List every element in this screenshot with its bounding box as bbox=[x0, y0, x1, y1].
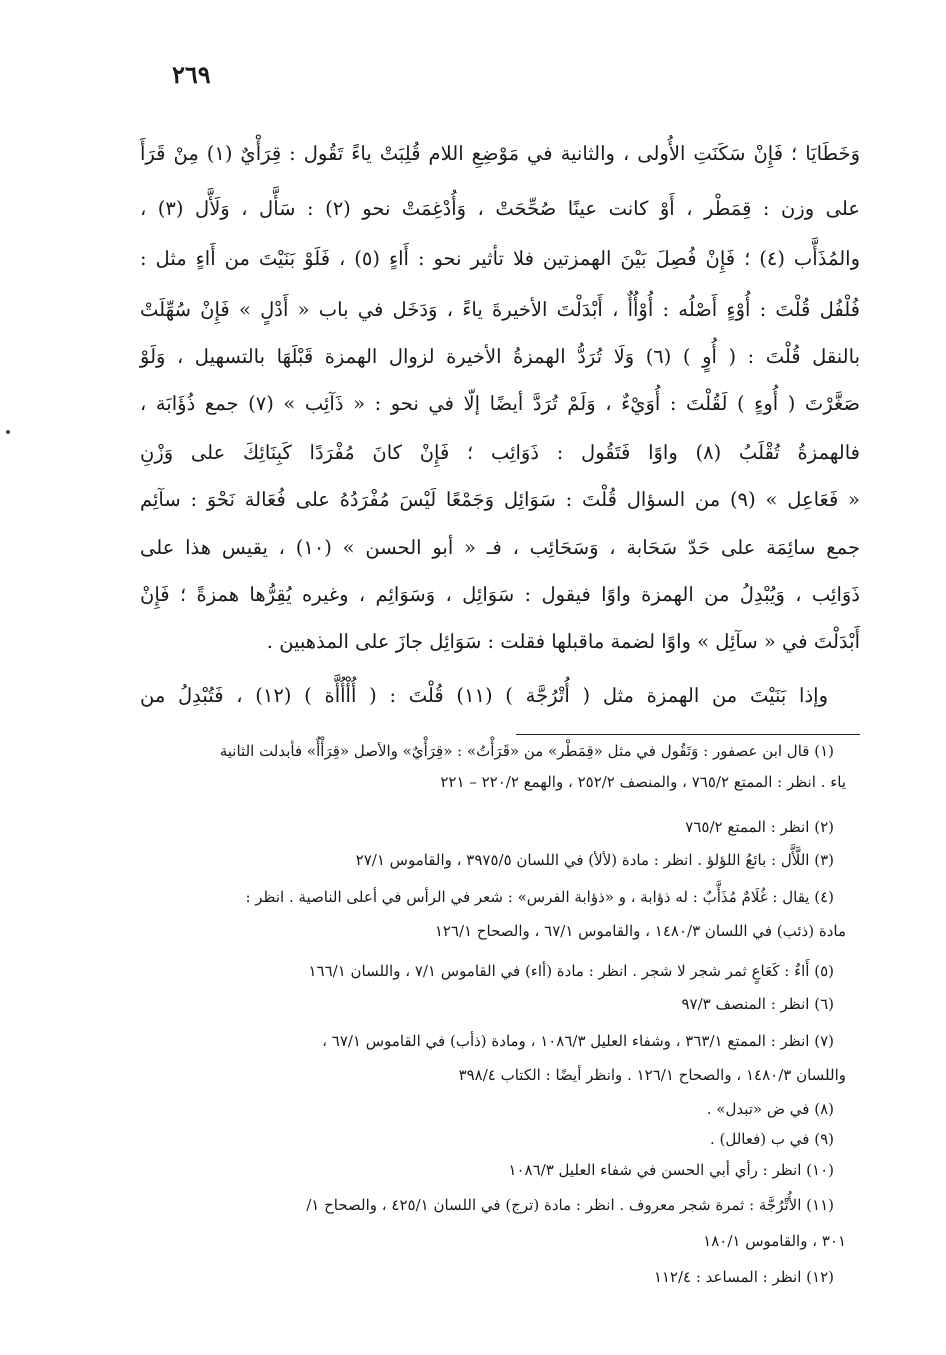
footnote-separator bbox=[516, 734, 860, 735]
footnote-line: مادة (ذئب) في اللسان ١٤٨٠/٣ ، والقاموس ٦٧/١ ، والصحاح ١٢٦/١ bbox=[434, 922, 846, 940]
text-line: وإذا بَنَيْتَ من الهمزة مثل ( أُتْرُجَّة ) (١١) قُلْتَ : ( أُأْأُأَّة ) (١٢) ، فَتُبْدِلُ من bbox=[140, 684, 828, 707]
footnote-line: (٦) انظر : المنصف ٩٧/٣ bbox=[681, 995, 834, 1013]
text-line: جمع سائِمَة على حَدّ سَحَابة ، وَسَحَائِب ، فـ « أبو الحسن » (١٠) ، يقيس هذا على bbox=[140, 536, 860, 559]
text-line: والمُذَأَّب (٤) ؛ فَإِنْ فُصِلَ بَيْنَ الهمزتين فلا تأثير نحو : أَاءٍ (٥) ، فَلَوْ بَنَيْتَ من أَاءٍ مثل : bbox=[140, 247, 860, 270]
text-line: صَغَّرْتَ ( أُوءٍ ) لَقُلْتَ : أُوَيْءٌ ، وَلَمْ تُرَدَّ أيضًا إلّا في نحو : « ذَآئِب » (٧) جمع ذُؤَابَة ، bbox=[140, 392, 860, 415]
text-line: فالهمزةُ تُقْلَبُ (٨) واوًا فَتَقُول : ذَوَائِب ؛ فَإِنْ كانَ مُفْرَدًا كَبِنَائِكَ على وَزْنِ bbox=[140, 441, 860, 464]
text-line: وَخَطَايَا ؛ فَإِنْ سَكَنَتِ الأُولى ، والثانية في مَوْضِعِ اللام قُلِبَتْ ياءً تَقُول : قِرَأْيٌ (١) مِنْ قَرَأَ bbox=[140, 142, 860, 165]
footnote-line: (٥) أَاءٌ : كَعَاعٍ ثمر شجر لا شجر . انظر : مادة (أاء) في القاموس ٧/١ ، واللسان ١٦٦/١ bbox=[308, 962, 834, 980]
footnote-line: ٣٠١ ، والقاموس ١٨٠/١ bbox=[703, 1232, 846, 1250]
text-line: أَبْدَلْتَ في « سآئِل » واوًا لضمة ماقبلها فقلت : سَوَائِل جازَ على المذهبين . bbox=[266, 630, 860, 653]
footnote-line: (١١) الأُتْرُجَّة : ثمرة شجر معروف . انظر : مادة (ترج) في اللسان ٤٢٥/١ ، والصحاح ١/ bbox=[306, 1196, 834, 1214]
page-number: ٢٦٩ bbox=[172, 60, 211, 89]
footnote-line: ياء . انظر : الممتع ٧٦٥/٢ ، والمنصف ٢٥٢/٢ ، والهمع ٢٢٠/٢ – ٢٢١ bbox=[440, 773, 846, 791]
text-line: ذَوَائِب ، وَيُبْدِلُ من الهمزة واوًا فيقول : سَوَائِل ، وَسَوَائِم ، وغيره يُقِرُّها همزةً ؛ فَإِنْ bbox=[140, 583, 860, 606]
footnote-line: (١٠) انظر : رأي أبي الحسن في شفاء العليل ١٠٨٦/٣ bbox=[508, 1161, 834, 1179]
margin-speck bbox=[6, 430, 10, 434]
footnote-line: واللسان ١٤٨٠/٣ ، والصحاح ١٢٦/١ . وانظر أيضًا : الكتاب ٣٩٨/٤ bbox=[458, 1066, 846, 1084]
text-line: على وزن : قِمَطْر ، أَوْ كانت عينًا صُحِّحَتْ ، وَأُدْغِمَتْ نحو (٢) : سَأَّل ، وَلَأَّل (٣) ، bbox=[140, 197, 860, 220]
footnote-line: (٤) يقال : غُلَامٌ مُذَأَّبٌ : له ذؤابة ، و «ذؤابة الفرس» : شعر في الرأس في أعلى الناصية . انظر : bbox=[245, 888, 834, 906]
text-line: بالنقل قُلْتَ : ( أُوٍ ) (٦) وَلَا تُرَدُّ الهمزةُ الأخيرة لزوال الهمزة قَبْلَهَا بالتسهيل ، وَلَوْ bbox=[140, 345, 860, 368]
footnote-line: (٢) انظر : الممتع ٧٦٥/٢ bbox=[685, 818, 834, 836]
text-line: فُلْفُل قُلْتَ : أُوْءٍ أَصْلُه : أُوْأُأٌ ، أَبْدَلْتَ الأخيرةَ ياءً ، وَدَخَل في باب « أَدْلٍ » فَإِنْ سُهِّلَتْ bbox=[140, 298, 860, 321]
footnote-line: (٣) اللَّأَّل : بائعُ اللؤلؤ . انظر : مادة (لألأ) في اللسان ٣٩٧٥/٥ ، والقاموس ٢٧/١ bbox=[355, 851, 834, 869]
footnote-line: (١) قال ابن عصفور : وَتَقُول في مثل «قِمَطْر» من «قَرَأْتُ» : «قِرَأْيٌ» والأصل «قِرَأْأٌ» فأبدلت الثانية bbox=[219, 742, 834, 760]
footnote-line: (٨) في ض «تبدل» . bbox=[706, 1100, 834, 1118]
text-line: « فَعَاعِل » (٩) من السؤال قُلْتَ : سَوَائِل وَجَمْعًا لَيْسَ مُفْرَدُهُ على فُعَالة نَحْوَ : سآئِم bbox=[140, 488, 860, 511]
footnote-line: (٧) انظر : الممتع ٣٦٣/١ ، وشفاء العليل ١٠٨٦/٣ ، ومادة (ذأب) في القاموس ٦٧/١ ، bbox=[322, 1032, 834, 1050]
footnote-line: (١٢) انظر : المساعد : ١١٢/٤ bbox=[653, 1268, 834, 1286]
footnote-line: (٩) في ب (فعالل) . bbox=[709, 1130, 834, 1148]
